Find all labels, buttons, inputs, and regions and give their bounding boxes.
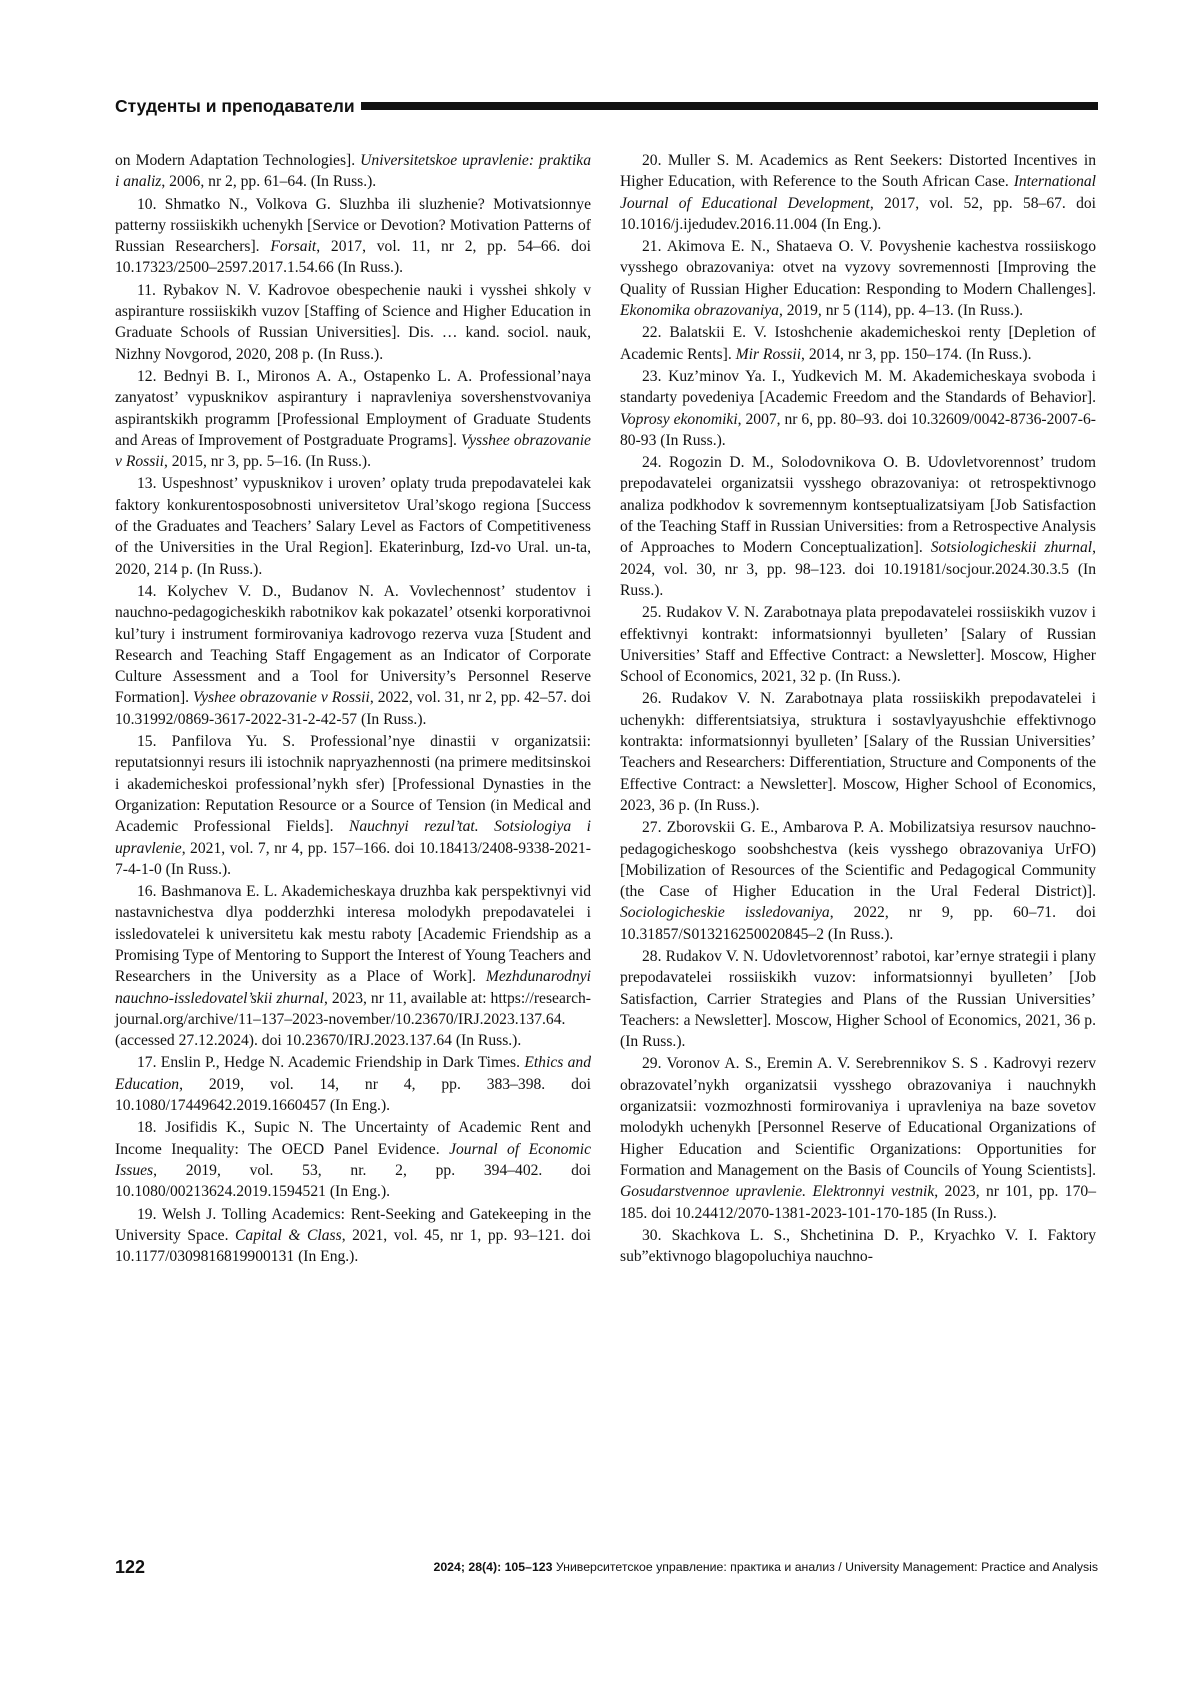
reference-text: , 2021, vol. 45, nr 1, pp. 93–121. doi 10.1177/0309816819900131 (In Eng.). [115,1226,592,1266]
reference-text: 17. Enslin P., Hedge N. Academic Friendship in Dark Times. [137,1054,525,1072]
reference-source-title: Journal of Economic Issues [115,1140,591,1179]
reference-text: , 2015, nr 3, pp. 5–16. (In Russ.). [163,453,371,471]
reference-text: 20. Muller S. M. Academics as Rent Seekers: Distorted Incentives in Higher Education, with Reference to the South African Case. [620,152,1096,191]
reference-text: 21. Akimova E. N., Shataeva O. V. Povyshenie kachestva rossiiskogo vysshego obrazovaniya: otvet na vyzovy sovremennosti [Improving the Quality of Russian Higher Education: Responding to Modern Challenges]. [620,238,1096,298]
journal-title: Университетское управление: практика и анализ / University Management: Practice and Analysis [555,1560,1098,1574]
reference-text: , 2014, nr 3, pp. 150–174. (In Russ.). [801,345,1032,363]
reference-text: on Modern Adaptation Technologies]. [115,152,361,169]
reference-entry [620,1225,1096,1268]
reference-text: , 2007, nr 6, pp. 80–93. doi 10.32609/0042-8736-2007-6-80-93 (In Russ.). [620,410,1096,449]
reference-text: 28. Rudakov V. N. Udovletvorennost’ rabotoi, kar’ernye strategii i plany prepodavatelei rossiiskikh vuzov: informatsionnyi byulleten’ [Job Satisfaction, Carrier Strategies and Plans of the Russian Universities’ Teachers: a Newsletter]. Moscow, Higher School of Economics, 2021, 36 p. (In Russ.). [620,947,1096,1051]
page-footer [115,1555,1098,1579]
reference-text: 11. Rybakov N. V. Kadrovoe obespechenie nauki i vysshei shkoly v aspiranture rossiiskikh vuzov [Staffing of Science and Higher Education in Graduate Schools of Russian Universities]. Dis. … kand. sociol. nauk, Nizhny Novgorod, 2020, 208 p. (In Russ.). [115,281,591,363]
reference-text: , 2022, nr 9, pp. 60–71. doi 10.31857/S013216250020845–2 (In Russ.). [620,904,1096,943]
reference-entry [115,1052,591,1116]
reference-text: , 2023, nr 11, available at: https://research-journal.org/archive/11–137–2023-november/10.23670/IRJ.2023.137.64. (accessed 27.12.2024). doi 10.23670/IRJ.2023.137.64 (In Russ.). [115,989,591,1050]
reference-source-title: Forsait [270,238,317,256]
reference-entry [620,452,1096,601]
reference-entry [115,581,591,730]
reference-source-title: Vysshee obrazovanie v Rossii [115,431,591,471]
reference-source-title: Vyshee obrazovanie v Rossii [193,689,370,707]
reference-text: 27. Zborovskii G. E., Ambarova P. A. Mobilizatsiya resursov nauchno-pedagogicheskogo soobshchestva (keis vysshego obrazovaniya UrFO) [Mobilization of Resources of the Scientific and Pedagogical Community (the Case of Higher Education in the Ural Federal District)]. [620,819,1096,901]
reference-text: 22. Balatskii E. V. Istoshchenie akademicheskoi renty [Depletion of Academic Rents]. [620,324,1096,363]
reference-text: , 2019, vol. 53, nr. 2, pp. 394–402. doi 10.1080/00213624.2019.1594521 (In Eng.). [115,1161,591,1201]
reference-text: 15. Panfilova Yu. S. Professional’nye dinastii v organizatsii: reputatsionnyi resurs ili istochnik napryazhennosti (na primere meditsinskoi i akademicheskoi professional’nykh sfer) [Professional Dynasties in the Organization: Reputation Resource or a Source of Tension (in Medical and Academic Professional Fields]. [115,733,591,836]
reference-source-title: Nauchnyi rezul’tat. Sotsiologiya i upravlenie [115,818,591,857]
reference-source-title: Voprosy ekonomiki [620,410,738,428]
reference-text: , 2022, vol. 31, nr 2, pp. 42–57. doi 10.31992/0869-3617-2022-31-2-42-57 (In Russ.). [115,689,591,728]
reference-source-title: Ekonomika obrazovaniya [620,302,779,320]
references-left-column [115,150,591,1268]
page-number: 122 [115,1556,146,1577]
reference-entry [620,1053,1096,1223]
reference-text: , 2017, vol. 11, nr 2, pp. 54–66. doi 10.17323/2500–2597.2017.1.54.66 (In Russ.). [115,238,591,277]
running-header [115,94,1098,118]
reference-entry [620,946,1096,1052]
reference-entry [620,322,1096,365]
reference-text: 10. Shmatko N., Volkova G. Sluzhba ili sluzhenie? Motivatsionnye patterny rossiiskikh uchenykh [Service or Devotion? Motivation Patterns of Russian Researchers]. [115,195,591,256]
journal-citation [434,1560,1099,1574]
reference-entry [115,1204,591,1268]
reference-source-title: Mir Rossii [735,345,802,363]
reference-source-title: International Journal of Educational Development [620,173,1096,212]
reference-text: 14. Kolychev V. D., Budanov N. A. Vovlechennost’ studentov i nauchno-pedagogicheskikh rabotnikov kak pokazatel’ otsenki korporativnoi kul’tury i instrument formirovaniya kadrovogo rezerva vuza [Student and Research and Teaching Staff Engagement as an Indicator of Corporate Culture Assessment and a Tool for University’s Personnel Reserve Formation]. [115,582,591,707]
reference-text: 26. Rudakov V. N. Zarabotnaya plata rossiiskikh prepodavatelei i uchenykh: differentsiatsiya, struktura i sostavlyayushchie effektivnogo kontrakta: informatsionnyi byulleten’ [Salary of the Russian Universities’ Teachers and Researchers: Differentiation, Structure and Components of the Effective Contract: a Newsletter]. Moscow, Higher School of Economics, 2023, 36 p. (In Russ.). [620,690,1096,814]
reference-text: , 2021, vol. 7, nr 4, pp. 157–166. doi 10.18413/2408-9338-2021-7-4-1-0 (In Russ.). [115,839,591,878]
reference-text: 13. Uspeshnost’ vypusknikov i uroven’ oplaty truda prepodavatelei kak faktory konkurentosposobnosti universitetov Ural’skogo regiona [Success of the Graduates and Teachers’ Salary Level as Factors of Competitiveness of the Universities in the Ural Region]. Ekaterinburg, Izd-vo Ural. un-ta, 2020, 214 p. (In Russ.). [115,475,591,578]
reference-text: 23. Kuz’minov Ya. I., Yudkevich M. M. Akademicheskaya svoboda i standarty povedeniya [Academic Freedom and the Standards of Behavior]. [620,367,1096,407]
reference-entry [620,366,1096,451]
reference-entry [115,881,591,1051]
reference-text: , 2019, nr 5 (114), pp. 4–13. (In Russ.). [778,302,1024,320]
issue-info: 2024; 28(4): 105–123 [433,1560,553,1574]
reference-entry [620,817,1096,945]
reference-entry [620,150,1096,235]
reference-text: 18. Josifidis K., Supic N. The Uncertainty of Academic Rent and Income Inequality: The OECD Panel Evidence. [115,1119,591,1158]
reference-text: , 2006, nr 2, pp. 61–64. (In Russ.). [161,173,377,191]
reference-text: 19. Welsh J. Tolling Academics: Rent-Seeking and Gatekeeping in the University Space. [115,1205,591,1244]
reference-entry [115,366,591,472]
header-rule [361,102,1098,110]
reference-entry [620,688,1096,816]
reference-entry [620,602,1096,687]
reference-text: , 2024, vol. 30, nr 3, pp. 98–123. doi 10.19181/socjour.2024.30.3.5 (In Russ.). [620,539,1097,599]
reference-source-title: Universitetskoe upravlenie: praktika i analiz [115,152,591,191]
reference-entry [115,473,591,579]
reference-entry [115,194,591,279]
reference-source-title: Capital & Class [235,1226,342,1244]
section-title: Студенты и преподаватели [115,95,355,116]
reference-source-title: Mezhdunarodnyi nauchno-issledovatel’skii zhurnal [115,968,591,1007]
reference-entry [115,731,591,880]
reference-source-title: Gosudarstvennoe upravlenie. Elektronnyi vestnik [620,1183,935,1201]
reference-text: 24. Rogozin D. M., Solodovnikova O. B. Udovletvorennost’ trudom prepodavatelei organizatsii vysshego obrazovaniya: ot retrospektivnogo analiza podkhodov k sovremennym kontseptualizatsiyam [Job Satisfaction of the Teaching Staff in Russian Universities: from a Retrospective Analysis of Approaches to Modern Conceptualization]. [620,454,1096,557]
reference-text: , 2023, nr 101, pp. 170–185. doi 10.24412/2070-1381-2023-101-170-185 (In Russ.). [620,1183,1096,1222]
reference-text: 25. Rudakov V. N. Zarabotnaya plata prepodavatelei rossiiskikh vuzov i effektivnyi kontrakt: informatsionnyi byulleten’ [Salary of Russian Universities’ Staff and Effective Contract: a Newsletter]. Moscow, Higher School of Economics, 2021, 32 p. (In Russ.). [620,604,1096,686]
reference-entry [115,280,591,365]
reference-text: , 2019, vol. 14, nr 4, pp. 383–398. doi 10.1080/17449642.2019.1660457 (In Eng.). [115,1075,591,1115]
reference-source-title: Sociologicheskie issledovaniya [620,904,830,922]
reference-entry [115,150,591,193]
reference-text: , 2017, vol. 52, pp. 58–67. doi 10.1016/j.ijedudev.2016.11.004 (In Eng.). [620,194,1096,233]
reference-entry [620,236,1096,321]
reference-source-title: Sotsiologicheskii zhurnal [930,539,1093,557]
reference-text: 16. Bashmanova E. L. Akademicheskaya druzhba kak perspektivnyi vid nastavnichestva dlya podderzhki interesa molodykh prepodavatelei i issledovatelei k universitetu kak mestu raboty [Academic Friendship as a Promising Type of Mentoring to Support the Interest of Young Teachers and Researchers in the University as a Place of Work]. [115,883,591,986]
reference-entry [115,1117,591,1202]
reference-text: 30. Skachkova L. S., Shchetinina D. P., Kryachko V. I. Faktory sub”ektivnogo blagopoluchiya nauchno- [620,1226,1096,1266]
references-right-column [620,150,1096,1268]
reference-text: 12. Bednyi B. I., Mironos A. A., Ostapenko L. A. Professional’naya zanyatost’ vypusknikov aspirantury i napravleniya sovershenstvovaniya aspirantskikh programm [Professional Employment of Graduate Students and Areas of Improvement of Postgraduate Programs]. [115,367,591,449]
reference-source-title: Ethics and Education [115,1054,591,1093]
reference-text: 29. Voronov A. S., Eremin A. V. Serebrennikov S. S . Kadrovyi rezerv obrazovatel’nykh organizatsii vysshego obrazovaniya i nauchnykh organizatsii: vozmozhnosti formirovaniya i upravleniya na baze sovetov molodykh uchenykh [Personnel Reserve of Educational Organizations of Higher Education and Scientific Organizations: Opportunities for Formation and Management on the Basis of Councils of Young Scientists]. [620,1055,1096,1179]
